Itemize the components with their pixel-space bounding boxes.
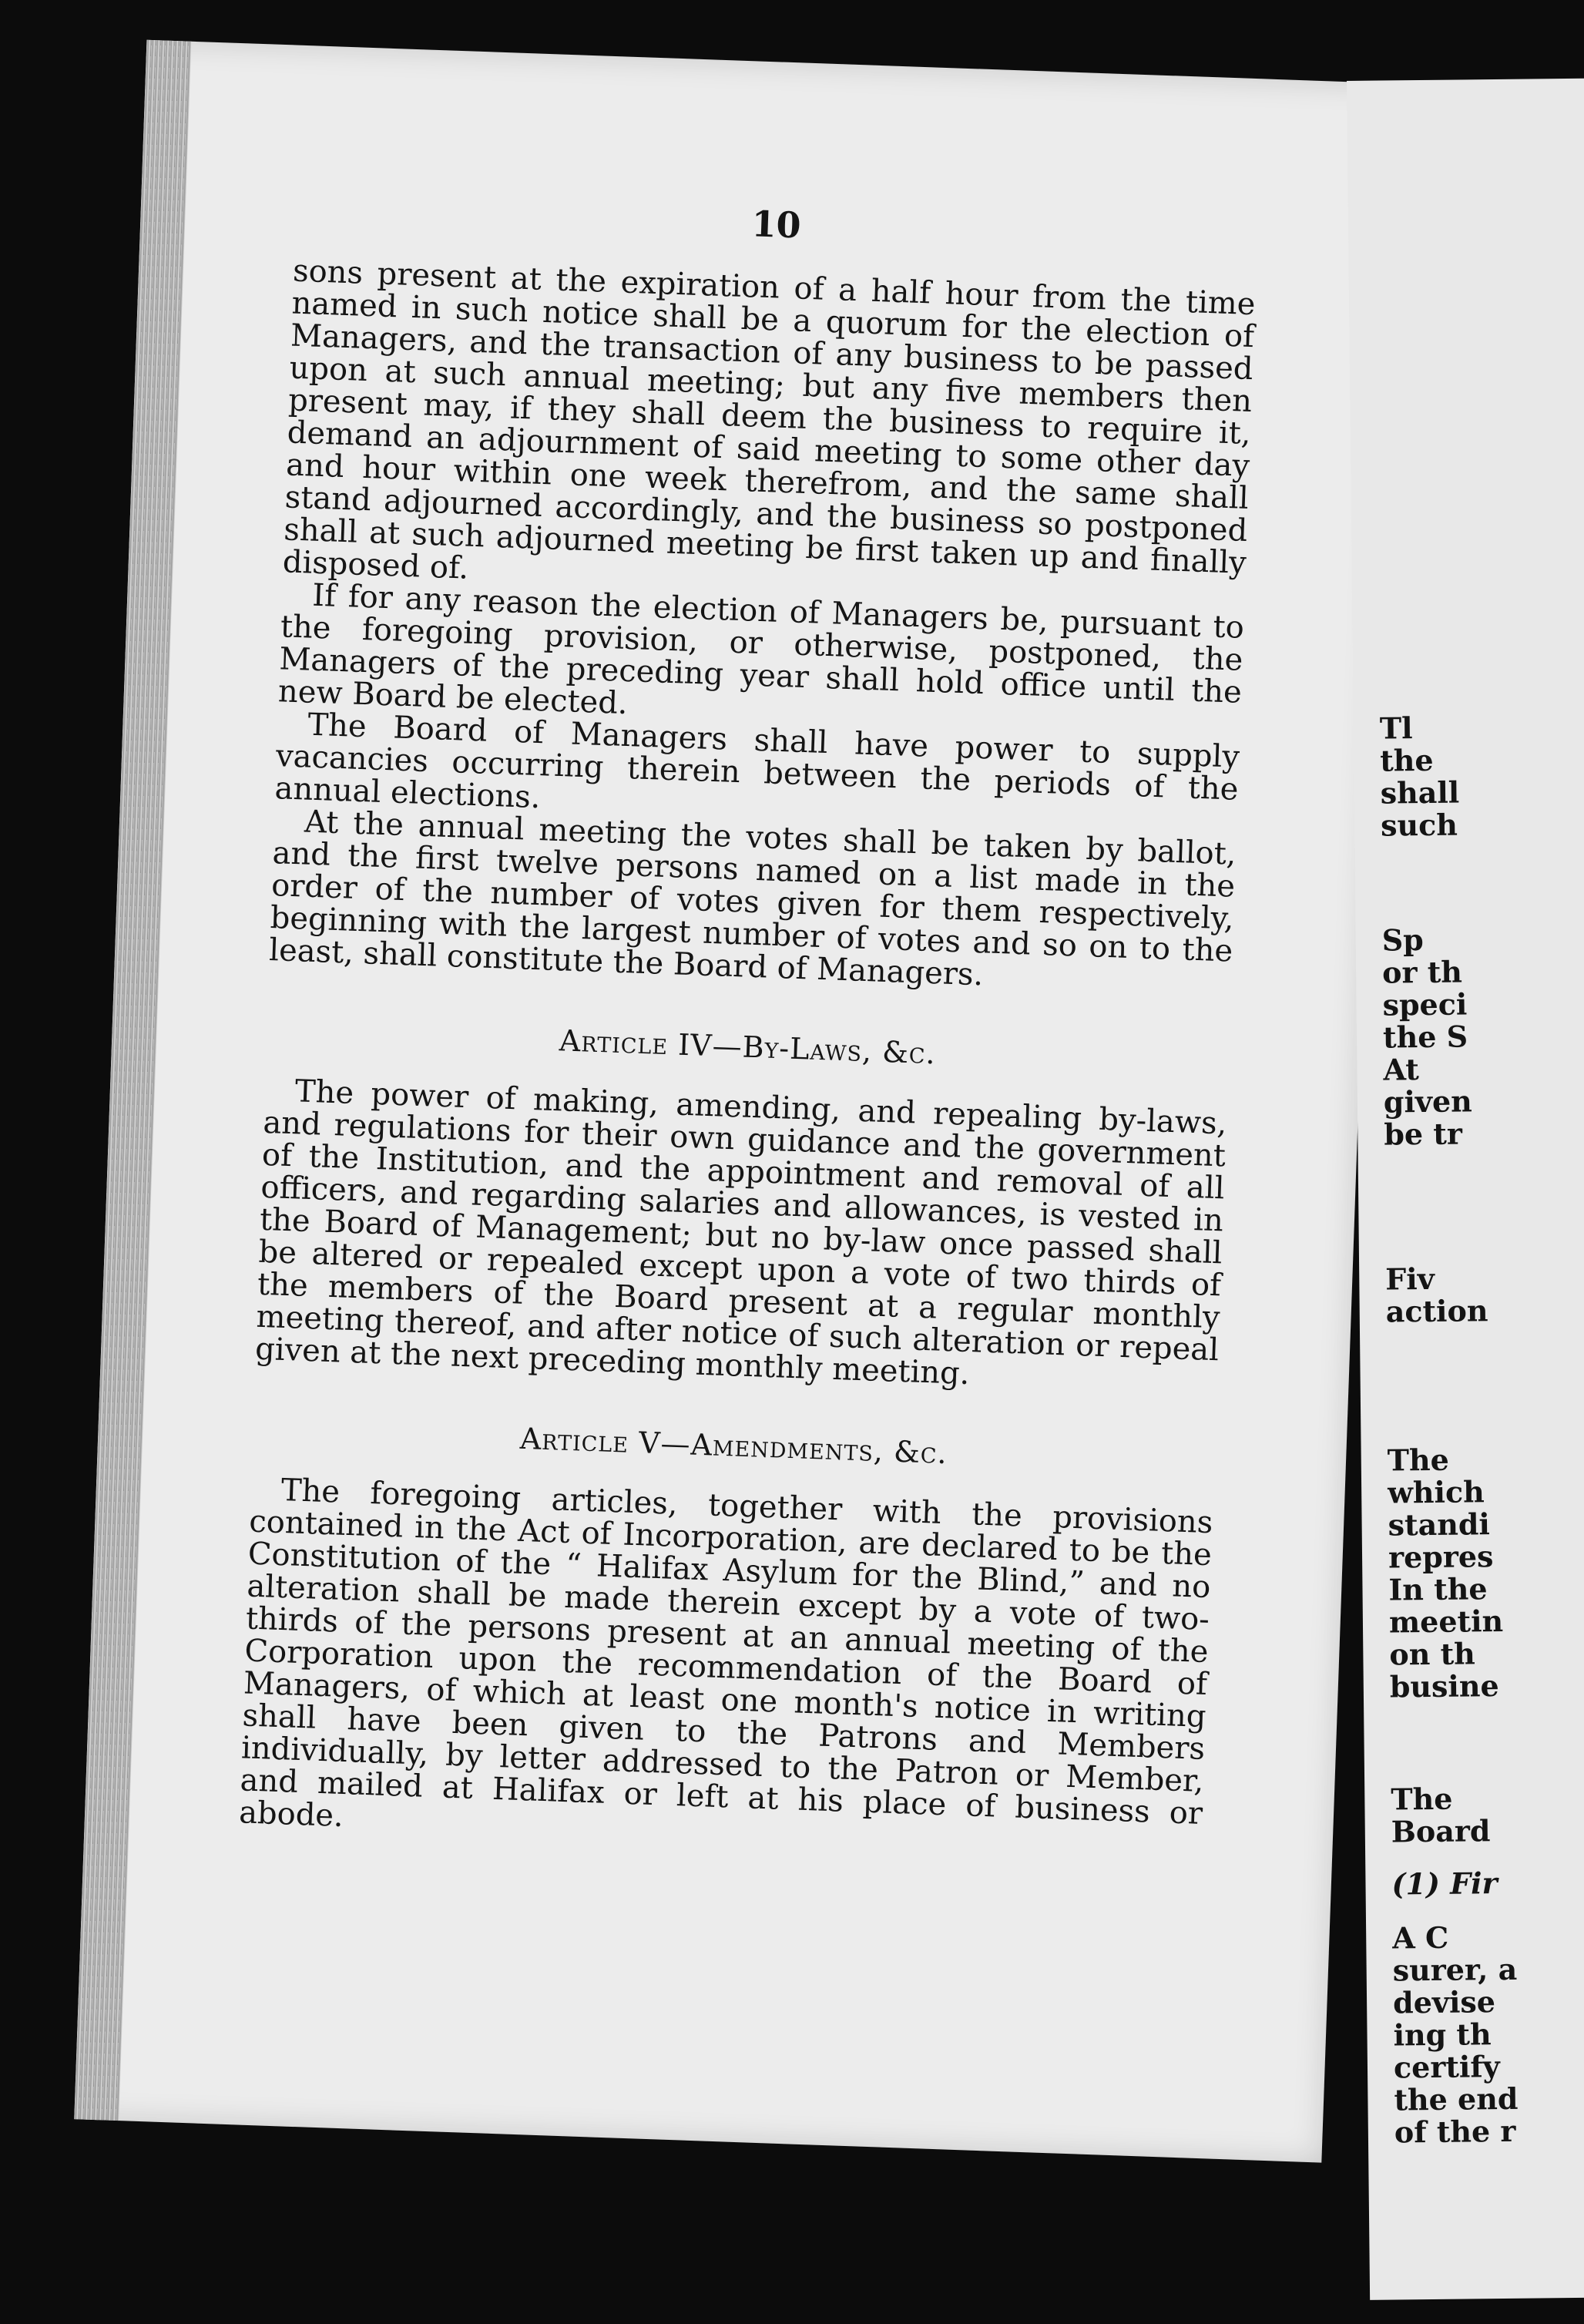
right-fragment: the end — [1394, 2081, 1519, 2117]
right-fragment: The — [1391, 1781, 1453, 1817]
right-fragment: on th — [1389, 1636, 1476, 1672]
paragraph-quorum: sons present at the expiration of a half hour from the time named in such notice shall be a quorum for the election of Managers, and the transaction of any business to be passed upon at such annual meeting; but any five members then present may, if they shall deem the business to require it, demand an adjournment of said meeting to some other day and hour within one week therefrom, and the same shall stand adjourned accordingly, and the business so postponed shall at such adjourned meeting be first taken up and finally disposed of. — [282, 253, 1257, 586]
right-fragment: be tr — [1384, 1116, 1463, 1152]
right-fragment: which — [1387, 1474, 1485, 1510]
right-fragment: such — [1380, 807, 1458, 843]
right-fragment: In the — [1388, 1571, 1488, 1607]
article-5-heading: Article V—Amendments, &c. — [519, 1421, 948, 1471]
right-fragment: At — [1383, 1052, 1420, 1087]
paragraph-postponed-election: If for any reason the election of Managers be, pursuant to the foregoing provision, or otherwise, postponed, the Managers of the preceding year shall hold office until the new Board be elected. — [277, 577, 1245, 722]
right-page-text — [1373, 79, 1584, 2150]
right-fragment: the — [1380, 742, 1434, 778]
right-fragment: devise — [1392, 1984, 1496, 2020]
right-fragment: ing th — [1393, 2017, 1492, 2053]
right-fragment: The — [1387, 1442, 1450, 1478]
right-fragment: shall — [1380, 774, 1460, 811]
page-edge-stack — [74, 40, 191, 2121]
right-page — [1347, 78, 1584, 2300]
right-fragment: speci — [1382, 986, 1468, 1023]
page-number: 10 — [750, 203, 802, 247]
right-fragment: A C — [1392, 1919, 1449, 1956]
right-fragment: standi — [1388, 1506, 1491, 1543]
right-fragment: action — [1385, 1293, 1488, 1329]
article-5-text: The foregoing articles, together with the provisions contained in the Act of Incorporation, are declared to be the Constitution of the “ Halifax Asylum for the Blind,” and no alteration shall be made therein except by a vote of two-thirds of the persons present at an annual meeting of the Corporation upon the recommendation of the Board of Managers, of which at least one month's notice in writing shall have been given to the Patrons and Members individually, by letter addressed to the Patron or Member, and mailed at Halifax or left at his place of business or abode. — [238, 1472, 1213, 1835]
right-fragment: given — [1383, 1083, 1472, 1120]
paragraph-vacancies: The Board of Managers shall have power to supply vacancies occurring therein between the periods of the annual elections. — [274, 707, 1240, 816]
right-fragment: repres — [1388, 1539, 1494, 1575]
right-fragment: meetin — [1388, 1603, 1504, 1640]
right-fragment: Fiv — [1385, 1261, 1435, 1297]
right-fragment: the S — [1382, 1019, 1468, 1055]
right-fragment: Sp — [1381, 922, 1424, 958]
paragraph-ballot: At the annual meeting the votes shall be taken by ballot, and the first twelve persons named on a list made in the order of the number of votes given for them respectively, beginning with the largest number of votes and so on to the least, shall constitute the Board of Managers. — [268, 804, 1237, 993]
right-fragment: Tl — [1379, 710, 1413, 746]
article-4-heading: Article IV—By-Laws, &c. — [559, 1023, 937, 1071]
right-fragment: (1) Fir — [1391, 1866, 1498, 1902]
article-4-text: The power of making, amending, and repealing by-laws, and regulations for their own guidance and the government of the Institution, and the appointment and removal of all officers, and regarding salaries and allowances, is vested in the Board of Management; but no by-law once passed shall be altered or repealed except upon a vote of two thirds of the members of the Board present at a regular monthly meeting thereof, and after notice of such alteration or repeal given at the next preceding monthly meeting. — [254, 1073, 1228, 1392]
left-page — [74, 40, 1394, 2163]
right-fragment: Board — [1391, 1813, 1491, 1849]
right-fragment: surer, a — [1392, 1951, 1518, 1988]
left-page-text — [239, 192, 1258, 1862]
right-fragment: or th — [1381, 954, 1463, 990]
right-fragment: of the r — [1394, 2113, 1516, 2150]
right-fragment: certify — [1393, 2049, 1500, 2085]
right-fragment: busine — [1389, 1668, 1499, 1704]
